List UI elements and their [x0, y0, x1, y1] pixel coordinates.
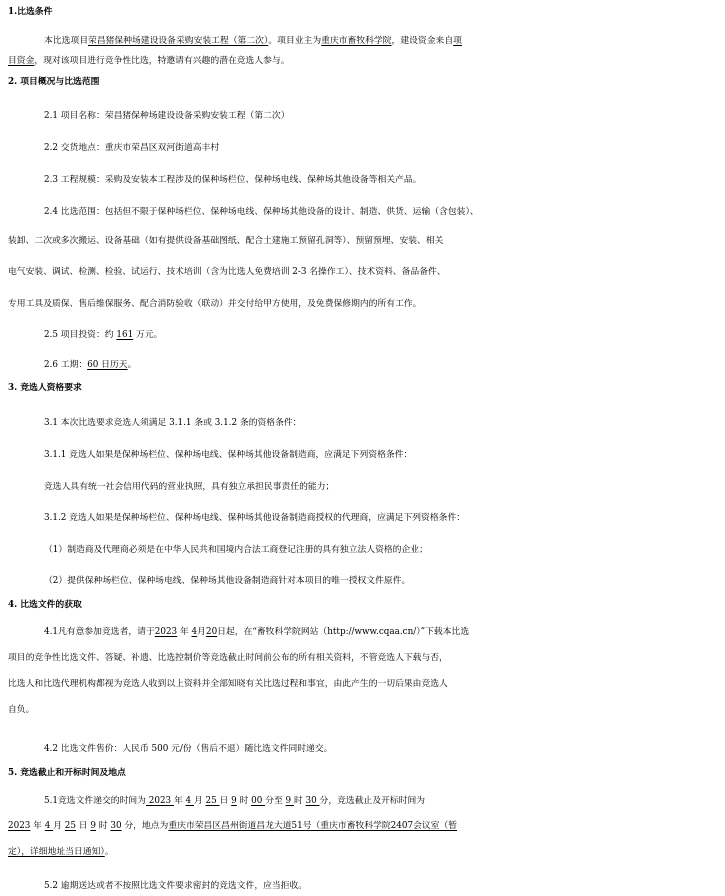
text-run: 2.1 项目名称：荣昌猪保种场建设设备采购安装工程（第二次） [44, 111, 290, 121]
text-run: 竞选人具有统一社会信用代码的营业执照，具有独立承担民事责任的能力； [44, 482, 335, 492]
item-5-1 [8, 816, 725, 836]
item-2-1 [44, 106, 725, 126]
item-3-1-1-req [44, 477, 725, 497]
text-run: 。 [127, 360, 137, 370]
text-run: 分，竞选截止及开标时间为 [319, 796, 426, 806]
text-run: 日 [219, 796, 232, 806]
text-run: 电气安装、调试、检测、检验、试运行、技术培训（含为比选人免费培训 2-3 名操作工）、技术资料、备品备件、 [8, 267, 446, 277]
item-2-4 [8, 262, 725, 282]
text-run: ，建设资金来自 [391, 36, 454, 46]
text-run: 5.1竞选文件递交的时间为 [44, 796, 146, 806]
item-4-1 [8, 700, 725, 720]
underlined-text: 9 [90, 821, 96, 831]
underlined-text: 60 日历天 [87, 360, 128, 370]
text-run: 分至 [265, 796, 286, 806]
text-run: 2.4 比选范围：包括但不限于保种场栏位、保种场电线、保种场其他设备的设计、制造、供货、运输（含包装）、 [44, 207, 479, 217]
underlined-text: 2023 [8, 821, 31, 831]
text-run: 4.2 比选文件售价：人民币 500 元/份（售后不退）随比选文件同时递交。 [44, 744, 333, 754]
item-5-1 [8, 842, 725, 862]
text-run: 时 [95, 821, 111, 831]
item-5-1 [44, 791, 725, 811]
underlined-text: 荣昌猪保种场建设设备采购安装工程（第二次） [88, 36, 269, 46]
text-run: 5. 竞选截止和开标时间及地点 [8, 768, 126, 778]
underlined-text: 重庆市荣昌区昌州街道昌龙大道51号（重庆市畜牧科学院2407会议室（暂 [168, 821, 458, 831]
text-run: 月 [197, 627, 206, 637]
item-4-1 [44, 622, 725, 642]
text-run: 专用工具及质保、售后维保服务、配合消防验收（联动）并交付给甲方使用，及免费保修期内的所有工作。 [8, 299, 422, 309]
item-3-1-2-req-2 [44, 571, 725, 591]
text-run: （1）制造商及代理商必须是在中华人民共和国境内合法工商登记注册的具有独立法人资格的企业； [44, 545, 428, 555]
item-2-2 [44, 138, 725, 158]
text-run: 4. 比选文件的获取 [8, 600, 82, 610]
text-run: 年 [177, 627, 192, 637]
section-1-text [8, 51, 725, 71]
text-run: 项目的竞争性比选文件、答疑、补遗、比选控制价等竞选截止时间前公布的所有相关资料，不管竞选人下载与否， [8, 653, 448, 663]
text-run: 装卸、二次或多次搬运、设备基础（如有提供设备基础图纸、配合土建施工预留孔洞等）、预留预埋、安装、相关 [8, 236, 444, 246]
section-4-heading [8, 595, 725, 615]
text-run: 分，地点为 [121, 821, 169, 831]
text-run: 3.1.1 竞选人如果是保种场栏位、保种场电线、保种场其他设备制造商，应满足下列资格条件： [44, 450, 413, 460]
underlined-text: 20 [205, 627, 218, 637]
text-run: 万元。 [133, 330, 163, 340]
text-run: 2.5 项目投资：约 [44, 330, 117, 340]
text-run: 年 [173, 796, 186, 806]
underlined-text: 9 [285, 796, 294, 806]
underlined-text: 重庆市畜牧科学院 [321, 36, 392, 46]
item-3-1-1 [44, 445, 725, 465]
text-run: 2. 项目概况与比选范围 [8, 77, 100, 87]
item-3-1-2 [44, 508, 725, 528]
underlined-text: 4 [191, 627, 198, 637]
underlined-text: 25 [64, 821, 76, 831]
text-run: 时 [293, 796, 306, 806]
underlined-text: 4 [185, 796, 194, 806]
item-2-4 [8, 294, 725, 314]
item-4-1 [8, 674, 725, 694]
text-run: 1.比选条件 [8, 7, 53, 17]
text-run: ，现对该项目进行竞争性比选，特邀请有兴趣的潜在竞选人参与。 [34, 56, 290, 66]
text-run: 日起，在“畜牧科学院网站（http://www.cqaa.cn/）”下载本比选 [217, 627, 470, 637]
text-run: 年 [30, 821, 45, 831]
underlined-text: 2023 [145, 796, 174, 806]
text-run: 3.1.2 竞选人如果是保种场栏位、保种场电线、保种场其他设备制造商授权的代理商，应满足下列资格条件： [44, 513, 466, 523]
text-run: 时 [236, 796, 252, 806]
text-run: 月 [53, 821, 65, 831]
item-5-2 [44, 876, 725, 896]
section-2-heading [8, 72, 725, 92]
text-run: 2.2 交货地点：重庆市荣昌区双河街道高丰村 [44, 143, 220, 153]
item-2-4 [8, 231, 725, 251]
underlined-text: 25 [205, 796, 220, 806]
text-run: 3. 竞选人资格要求 [8, 383, 82, 393]
section-1-heading [8, 2, 725, 22]
underlined-text: 项 [453, 36, 462, 46]
item-3-1-2-req-1 [44, 540, 725, 560]
text-run: 2.6 工期： [44, 360, 88, 370]
text-run: 2.3 工程规模：采购及安装本工程涉及的保种场栏位、保种场电线、保种场其他设备等相关产品。 [44, 175, 422, 185]
underlined-text: 定），详细地址当日通知） [8, 847, 105, 857]
underlined-text: 2023 [154, 627, 178, 637]
text-run: 自负。 [8, 705, 35, 715]
item-2-4 [44, 202, 725, 222]
item-2-6 [44, 355, 725, 375]
item-2-3 [44, 170, 725, 190]
text-run: 4.1凡有意参加竞选者，请于 [44, 627, 155, 637]
item-4-2 [44, 739, 725, 759]
text-run: 本比选项目 [44, 36, 88, 46]
item-2-5 [44, 325, 725, 345]
underlined-text: 目资金 [8, 56, 35, 66]
text-run: 5.2 逾期送达或者不按照比选文件要求密封的竞选文件，应当拒收。 [44, 881, 308, 891]
section-1-text [44, 31, 725, 51]
text-run: 3.1 本次比选要求竞选人须满足 3.1.1 条或 3.1.2 条的资格条件： [44, 418, 302, 428]
section-3-heading [8, 378, 725, 398]
section-5-heading [8, 763, 725, 783]
item-3-1 [44, 413, 725, 433]
underlined-text: 30 [305, 796, 320, 806]
text-run: 比选人和比选代理机构都视为竞选人收到以上资料并全部知晓有关比选过程和事宜，由此产生的一切后果由竞选人 [8, 679, 448, 689]
text-run: 月 [193, 796, 206, 806]
underlined-text: 9 [231, 796, 237, 806]
text-run: 。项目业主为 [268, 36, 322, 46]
text-run: 日 [75, 821, 91, 831]
underlined-text: 00 [251, 796, 266, 806]
text-run: （2）提供保种场栏位、保种场电线、保种场其他设备制造商针对本项目的唯一授权文件原件。 [44, 576, 411, 586]
underlined-text: 4 [44, 821, 54, 831]
underlined-text: 30 [110, 821, 122, 831]
underlined-text: 161 [116, 330, 134, 340]
item-4-1 [8, 648, 725, 668]
text-run: 。 [104, 847, 114, 857]
